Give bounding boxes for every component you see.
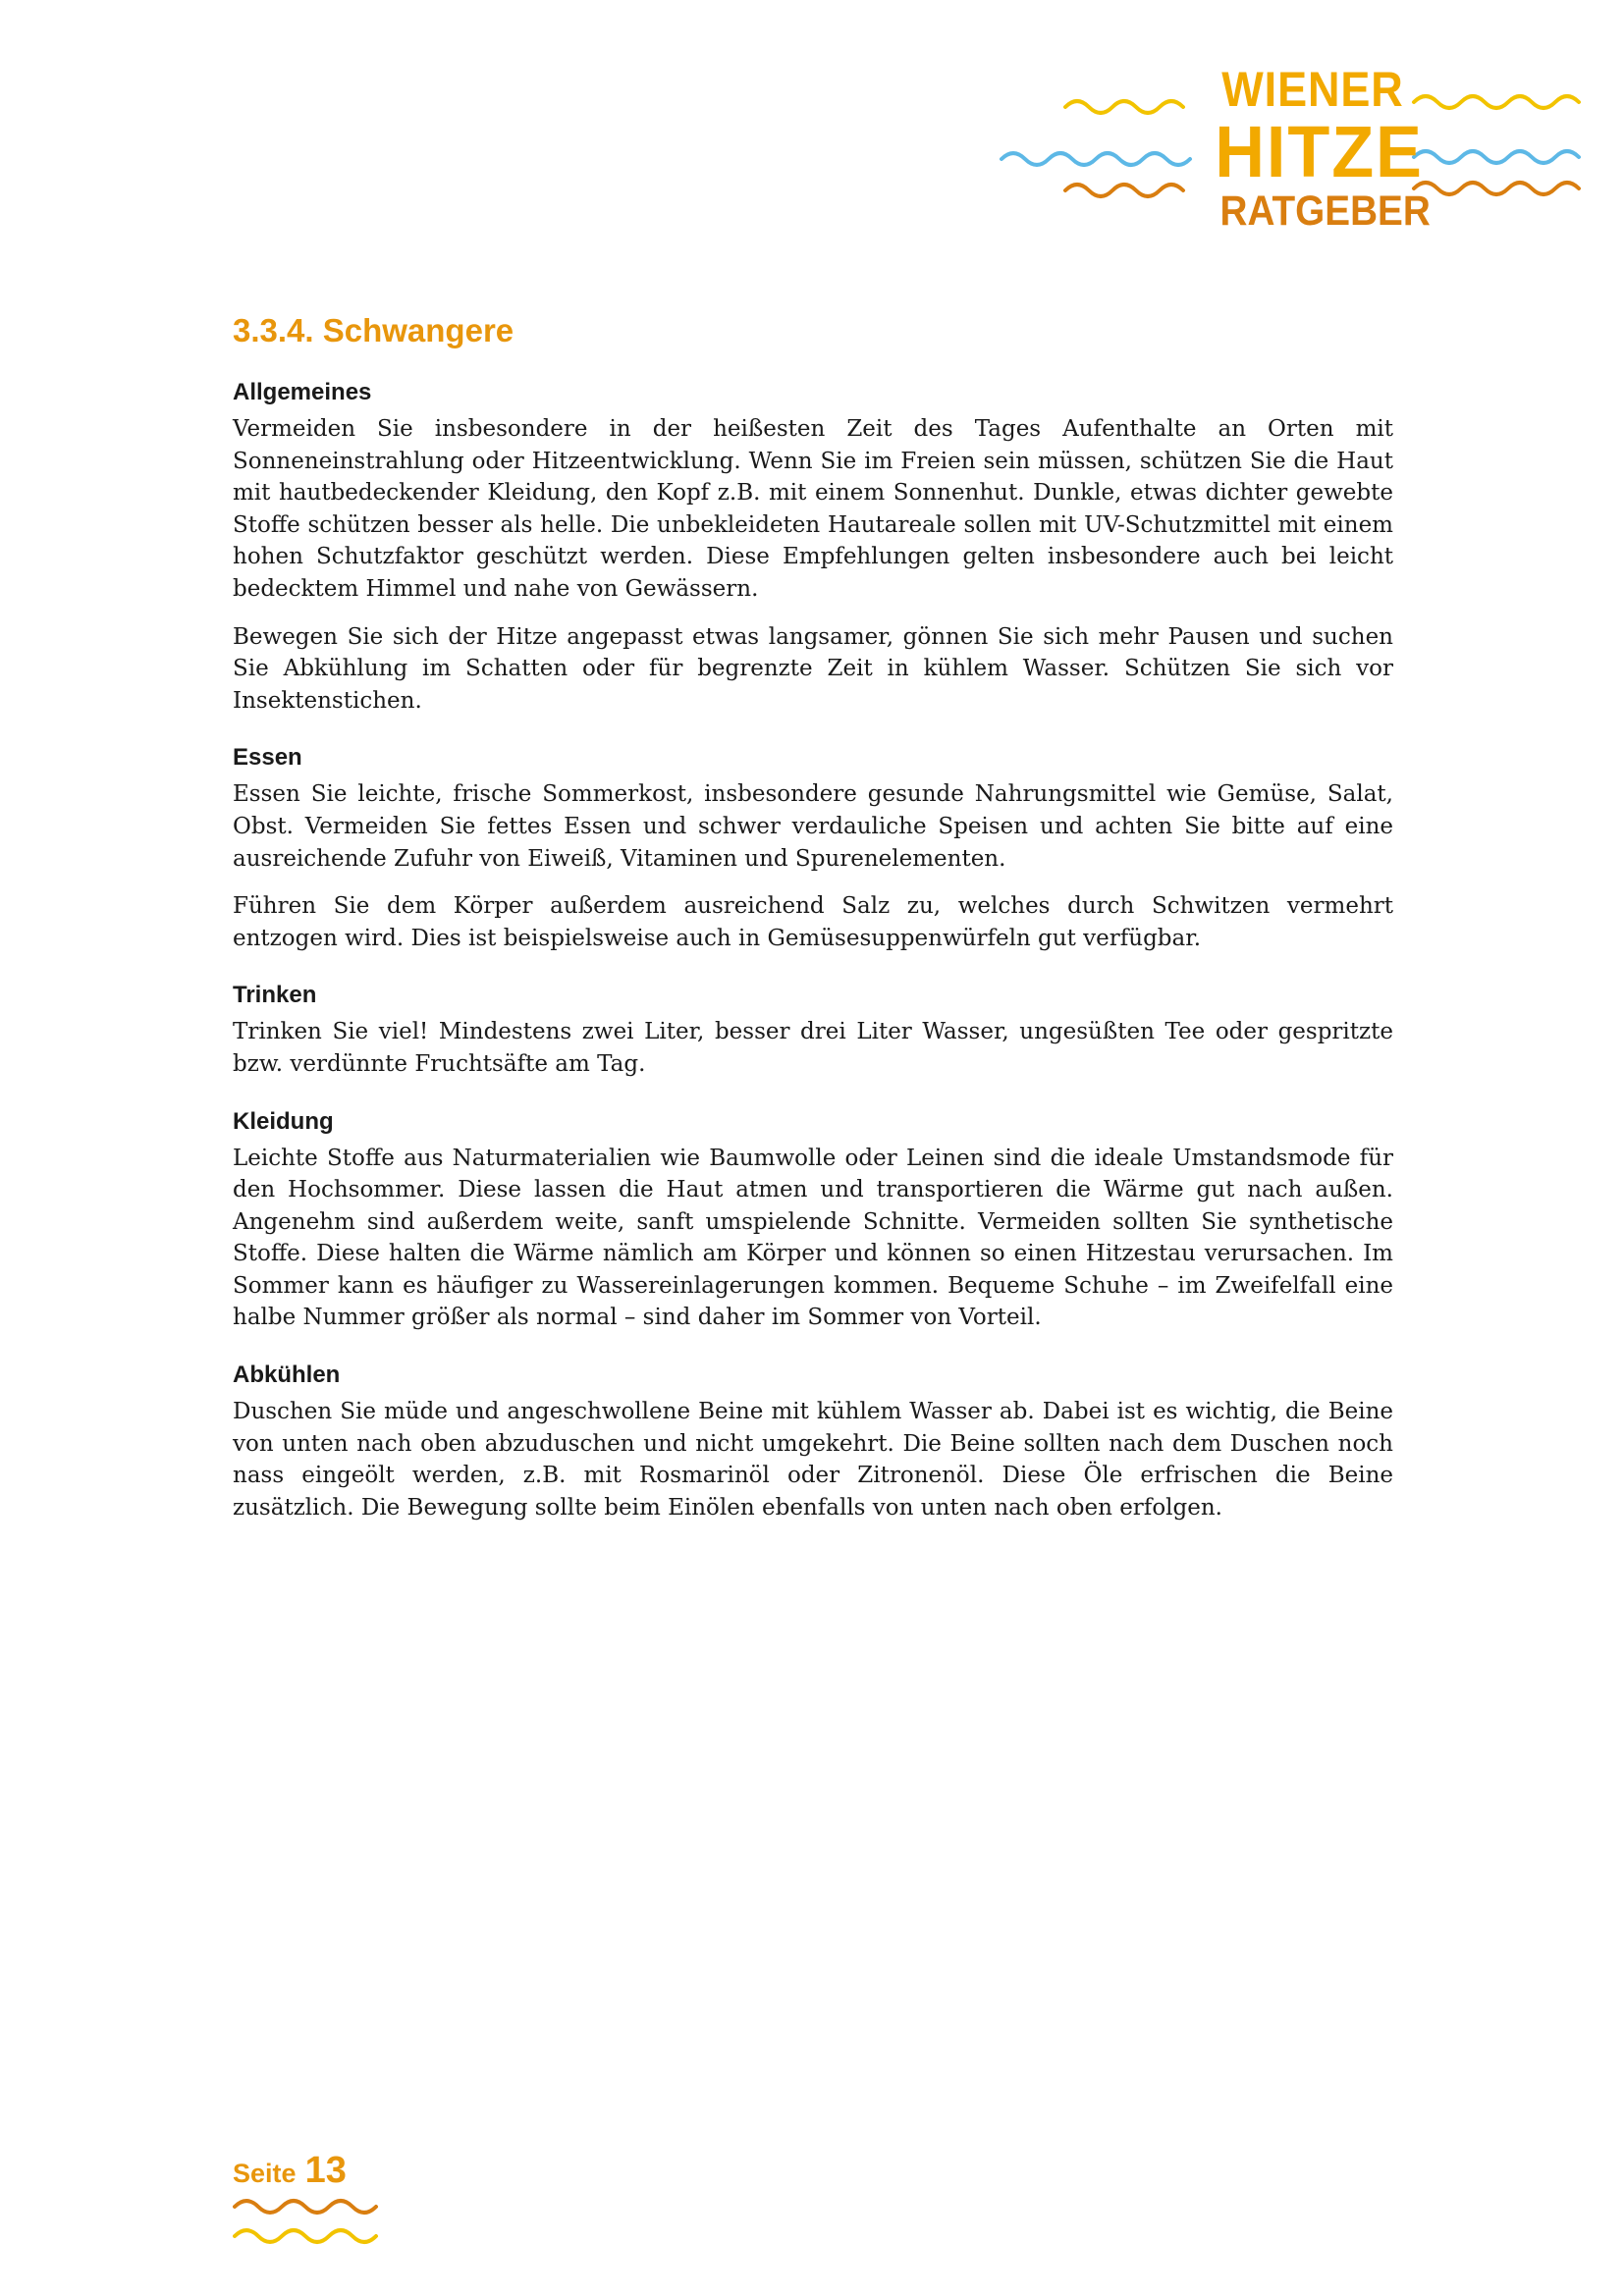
block-allgemeines xyxy=(233,379,1393,717)
paragraph: Führen Sie dem Körper außerdem ausreichend Salz zu, welches durch Schwitzen vermehrt entzogen wird. Dies ist beispielsweise auch in Gemüsesuppenwürfeln gut verfügbar. xyxy=(233,893,1393,951)
paragraph: Duschen Sie müde und angeschwollene Beine mit kühlem Wasser ab. Dabei ist es wichtig, die Beine von unten nach oben abzuduschen und nicht umgekehrt. Die Beine sollten nach dem Duschen noch nass eingeölt werden, z.B. mit Rosmarinöl oder Zitronenöl. Diese Öle erfrischen die Beine zusätzlich. Die Bewegung sollte beim Einölen ebenfalls von unten nach oben erfolgen. xyxy=(233,1399,1393,1521)
subheading-trinken: Trinken xyxy=(233,982,317,1009)
logo-wave-blue-right xyxy=(1414,151,1579,163)
footer-wave-yellow xyxy=(235,2230,376,2242)
subheading-essen: Essen xyxy=(233,744,302,772)
logo-wave-orange-left xyxy=(1065,185,1183,196)
section-title: 3.3.4. Schwangere xyxy=(233,312,514,348)
logo-wave-orange-right xyxy=(1414,183,1579,194)
block-kleidung xyxy=(233,1108,1393,1335)
logo-wave-blue-left xyxy=(1001,153,1190,165)
logo-line-ratgeber: RATGEBER xyxy=(1219,187,1431,235)
page-label: Seite xyxy=(233,2159,297,2188)
main-content xyxy=(233,312,1393,1551)
footer-wave-orange xyxy=(235,2201,376,2213)
subheading-kleidung: Kleidung xyxy=(233,1107,334,1135)
block-abkuehlen xyxy=(233,1362,1393,1523)
logo-line-hitze: HITZE xyxy=(1215,111,1424,192)
wiener-hitze-ratgeber-logo xyxy=(997,62,1605,235)
logo-line-wiener: WIENER xyxy=(1221,62,1404,117)
paragraph: Bewegen Sie sich der Hitze angepasst etwas langsamer, gönnen Sie sich mehr Pausen und suchen Sie Abkühlung im Schatten oder für begrenzte Zeit in kühlem Wasser. Schützen Sie sich vor Insektenstichen. xyxy=(233,623,1393,714)
block-trinken xyxy=(233,982,1393,1080)
logo-wordmark xyxy=(1210,62,1431,235)
subheading-allgemeines: Allgemeines xyxy=(233,379,372,405)
paragraph: Trinken Sie viel! Mindestens zwei Liter, besser drei Liter Wasser, ungesüßten Tee oder gespritzte bzw. verdünnte Fruchtsäfte am Tag. xyxy=(233,1019,1393,1077)
page-footer xyxy=(233,2150,347,2192)
footer-waves-graphic xyxy=(233,2191,390,2250)
paragraph: Vermeiden Sie insbesondere in der heißesten Zeit des Tages Aufenthalte an Orten mit Sonneneinstrahlung oder Hitzeentwicklung. Wenn Sie im Freien sein müssen, schützen Sie die Haut mit hautbedeckender Kleidung, den Kopf z.B. mit einem Sonnenhut. Dunkle, etwas dichter gewebte Stoffe schützen besser als helle. Die unbekleideten Hautareale sollen mit UV-Schutzmittel mit einem hohen Schutzfaktor geschützt werden. Diese Empfehlungen gelten insbesondere auch bei leicht bedecktem Himmel und nahe von Gewässern. xyxy=(233,416,1393,602)
subheading-abkuehlen: Abkühlen xyxy=(233,1362,341,1389)
logo-wave-yellow-left xyxy=(1065,101,1183,113)
block-essen xyxy=(233,744,1393,954)
paragraph: Leichte Stoffe aus Naturmaterialien wie Baumwolle oder Leinen sind die ideale Umstandsmode für den Hochsommer. Diese lassen die Haut atmen und transportieren die Wärme gut nach außen. Angenehm sind außerdem weite, sanft umspielende Schnitte. Vermeiden sollten Sie synthetische Stoffe. Diese halten die Wärme nämlich am Körper und können so einen Hitzestau verursachen. Im Sommer kann es häufiger zu Wassereinlagerungen kommen. Bequeme Schuhe – im Zweifelfall eine halbe Nummer größer als normal – sind daher im Sommer von Vorteil. xyxy=(233,1145,1393,1331)
page-number: 13 xyxy=(304,2150,347,2191)
logo-wave-yellow-right xyxy=(1414,96,1579,108)
paragraph: Essen Sie leichte, frische Sommerkost, insbesondere gesunde Nahrungsmittel wie Gemüse, Salat, Obst. Vermeiden Sie fettes Essen und schwer verdauliche Speisen und achten Sie bitte auf eine ausreichende Zufuhr von Eiweiß, Vitaminen und Spurenelementen. xyxy=(233,781,1393,872)
